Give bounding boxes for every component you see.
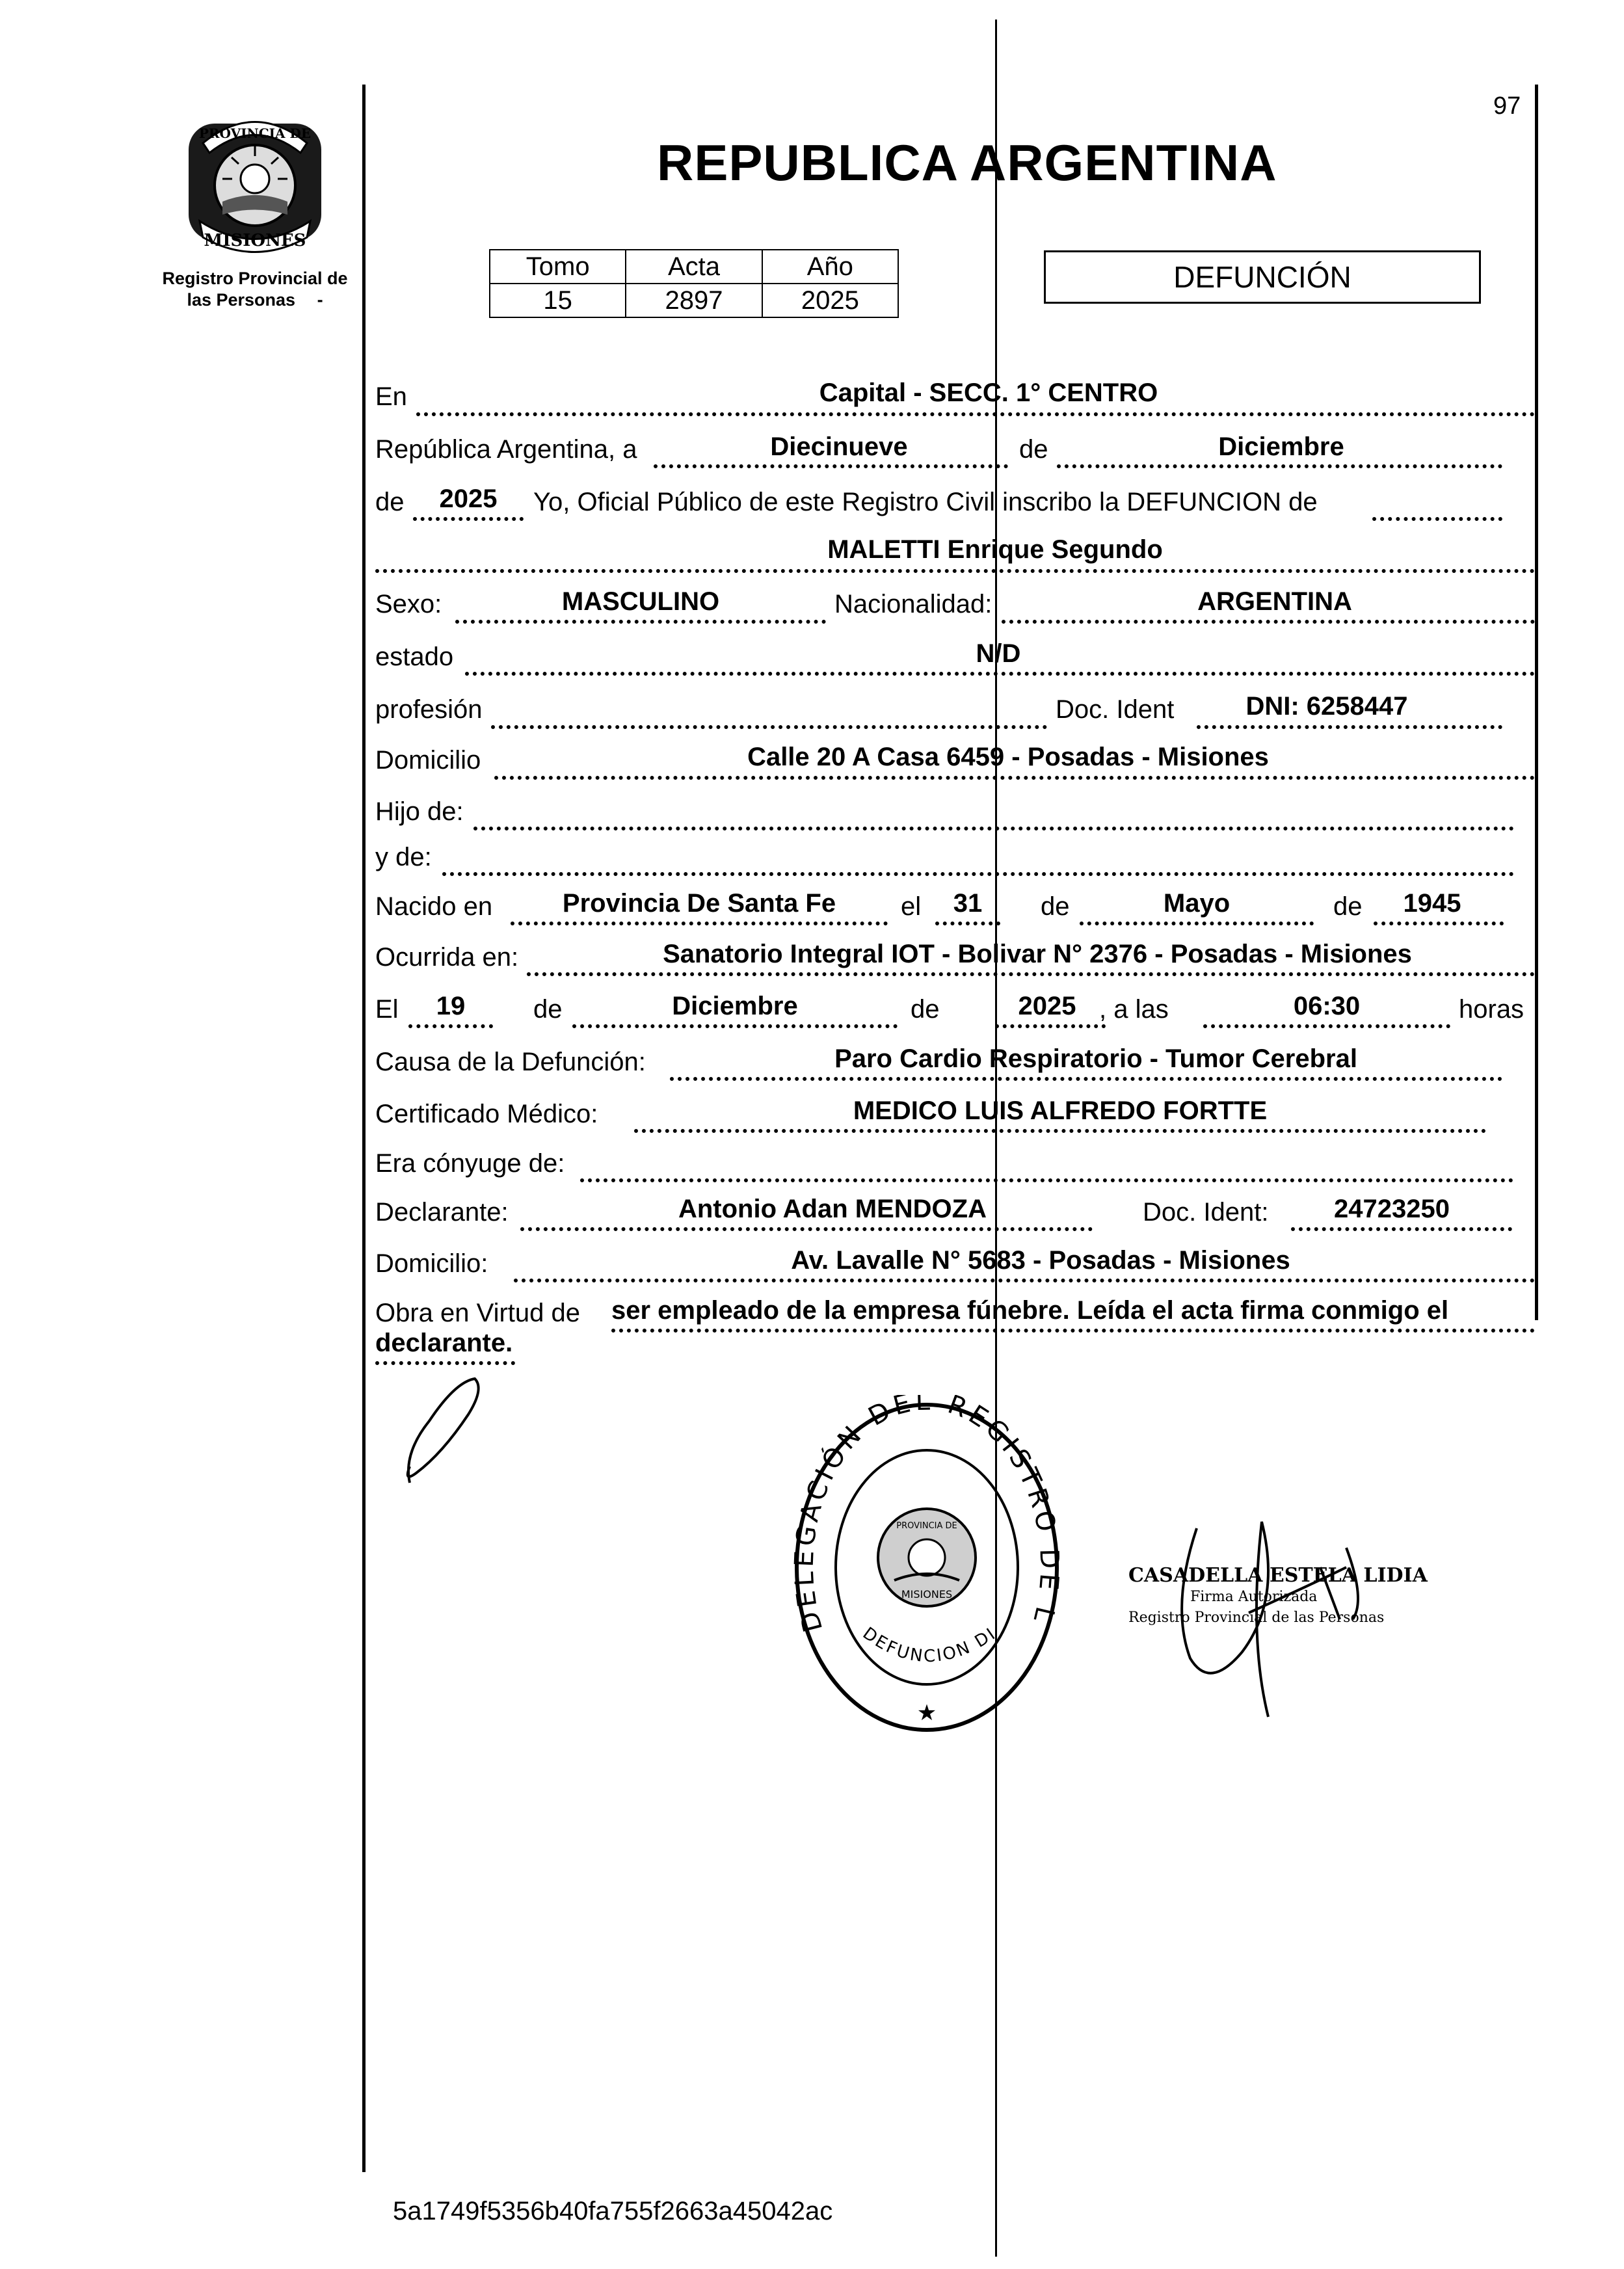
value-nacido-anio: 1945 [1403, 889, 1461, 918]
value-def-mes: Diciembre [672, 992, 798, 1020]
label-horas: horas [1459, 995, 1524, 1024]
value-def-dia: 19 [436, 992, 466, 1020]
value-declarante: Antonio Adan MENDOZA [678, 1195, 987, 1223]
right-margin-line [1535, 85, 1538, 1320]
acta-table-header-row [490, 250, 898, 284]
label-profesion: profesión [375, 695, 483, 724]
signatory-role: Firma Autorizada [1190, 1589, 1318, 1605]
label-conyuge: Era cónyuge de: [375, 1149, 565, 1178]
value-dni: DNI: 6258447 [1245, 692, 1408, 721]
official-stamp [790, 1395, 1063, 1733]
label-domicilio: Domicilio [375, 746, 481, 775]
value-anio: 2025 [439, 484, 498, 513]
provincial-seal-image [183, 104, 326, 254]
label-de-6: de [911, 995, 940, 1024]
signatory-office: Registro Provincial de las Personas [1128, 1610, 1385, 1626]
value-declarante-domicilio: Av. Lavalle N° 5683 - Posadas - Misiones [791, 1246, 1290, 1275]
value-obra-line2: declarante. [375, 1329, 513, 1357]
label-domicilio-2: Domicilio: [375, 1249, 488, 1278]
label-el-cap: El [375, 995, 399, 1024]
label-causa: Causa de la Defunción: [375, 1048, 646, 1076]
signatory-name: CASADELLA ESTELA LIDIA [1128, 1564, 1428, 1587]
seal-text-top: PROVINCIA DE [198, 126, 312, 141]
label-de-5: de [533, 995, 563, 1024]
label-el: el [901, 892, 922, 921]
value-def-anio: 2025 [1018, 992, 1076, 1020]
stamp-inner-text: DEFUNCION DI [859, 1623, 1001, 1667]
label-nacionalidad: Nacionalidad: [834, 590, 992, 618]
value-nombre: MALETTI Enrique Segundo [827, 535, 1163, 564]
value-declarante-doc: 24723250 [1334, 1195, 1450, 1223]
acta-table-value-row [490, 284, 898, 317]
label-declarante: Declarante: [375, 1198, 509, 1227]
value-dia: Diecinueve [770, 432, 908, 461]
stamp-seal-text-top: PROVINCIA DE [896, 1521, 957, 1531]
label-de-1: de [1019, 435, 1048, 464]
page-number: 97 [1493, 92, 1521, 120]
acta-value-anio: 2025 [762, 284, 898, 317]
acta-header-anio: Año [762, 250, 898, 284]
stamp-star: ★ [916, 1700, 937, 1726]
registry-name-line1: Registro Provincial de [162, 269, 348, 288]
label-de-4: de [1333, 892, 1363, 921]
acta-header-tomo: Tomo [490, 250, 626, 284]
document-type-box: DEFUNCIÓN [1044, 250, 1481, 304]
label-sexo: Sexo: [375, 590, 442, 618]
value-sexo: MASCULINO [561, 587, 720, 616]
value-estado: N/D [976, 639, 1021, 668]
label-en: En [375, 382, 407, 411]
label-de-2: de [375, 488, 405, 516]
value-lugar: Capital - SECC. 1° CENTRO [819, 378, 1158, 407]
value-nacido-dia: 31 [953, 889, 983, 918]
label-a-las: , a las [1099, 995, 1169, 1024]
value-certificado: MEDICO LUIS ALFREDO FORTTE [853, 1096, 1268, 1125]
stamp-ring-text: DELEGACIÓN DEL REGISTRO DE L [790, 1395, 1063, 1636]
value-mes: Diciembre [1218, 432, 1344, 461]
label-nacido-en: Nacido en [375, 892, 493, 921]
label-y-de: y de: [375, 843, 432, 871]
value-def-hora: 06:30 [1293, 992, 1361, 1020]
label-hijo-de: Hijo de: [375, 797, 464, 826]
scan-fold-line [995, 20, 997, 2257]
label-yo-oficial: Yo, Oficial Público de este Registro Civil inscribo la DEFUNCION de [533, 488, 1318, 516]
label-ocurrida-en: Ocurrida en: [375, 943, 519, 972]
registry-name-line2 [154, 290, 356, 310]
document-hash: 5a1749f5356b40fa755f2663a45042ac [393, 2197, 833, 2225]
label-estado: estado [375, 643, 454, 671]
declarant-signature [390, 1369, 494, 1493]
acta-value-tomo: 15 [490, 284, 626, 317]
value-nacionalidad: ARGENTINA [1197, 587, 1352, 616]
acta-value-acta: 2897 [626, 284, 762, 317]
registry-mark: - [317, 290, 323, 310]
label-certificado: Certificado Médico: [375, 1100, 598, 1128]
label-doc-ident-2: Doc. Ident: [1143, 1198, 1269, 1227]
seal-text-bottom: MISIONES [204, 231, 306, 250]
acta-header-acta: Acta [626, 250, 762, 284]
left-margin-line [362, 85, 366, 2172]
page-title: REPUBLICA ARGENTINA [657, 134, 1277, 191]
label-doc-ident: Doc. Ident [1056, 695, 1175, 724]
value-causa: Paro Cardio Respiratorio - Tumor Cerebral [834, 1044, 1357, 1073]
label-de-3: de [1041, 892, 1070, 921]
value-ocurrida: Sanatorio Integral IOT - Bolivar N° 2376 - Posadas - Misiones [663, 940, 1412, 968]
acta-table [489, 249, 899, 318]
value-obra-line1: ser empleado de la empresa fúnebre. Leída el acta firma conmigo el [611, 1296, 1449, 1325]
stamp-seal-text-bottom: MISIONES [901, 1588, 953, 1600]
label-republica: República Argentina, a [375, 435, 637, 464]
registry-name-text: las Personas [187, 290, 296, 310]
value-nacido-mes: Mayo [1163, 889, 1231, 918]
value-nacido-lugar: Provincia De Santa Fe [562, 889, 836, 918]
label-obra: Obra en Virtud de [375, 1299, 581, 1327]
value-domicilio: Calle 20 A Casa 6459 - Posadas - Misiones [747, 743, 1269, 771]
